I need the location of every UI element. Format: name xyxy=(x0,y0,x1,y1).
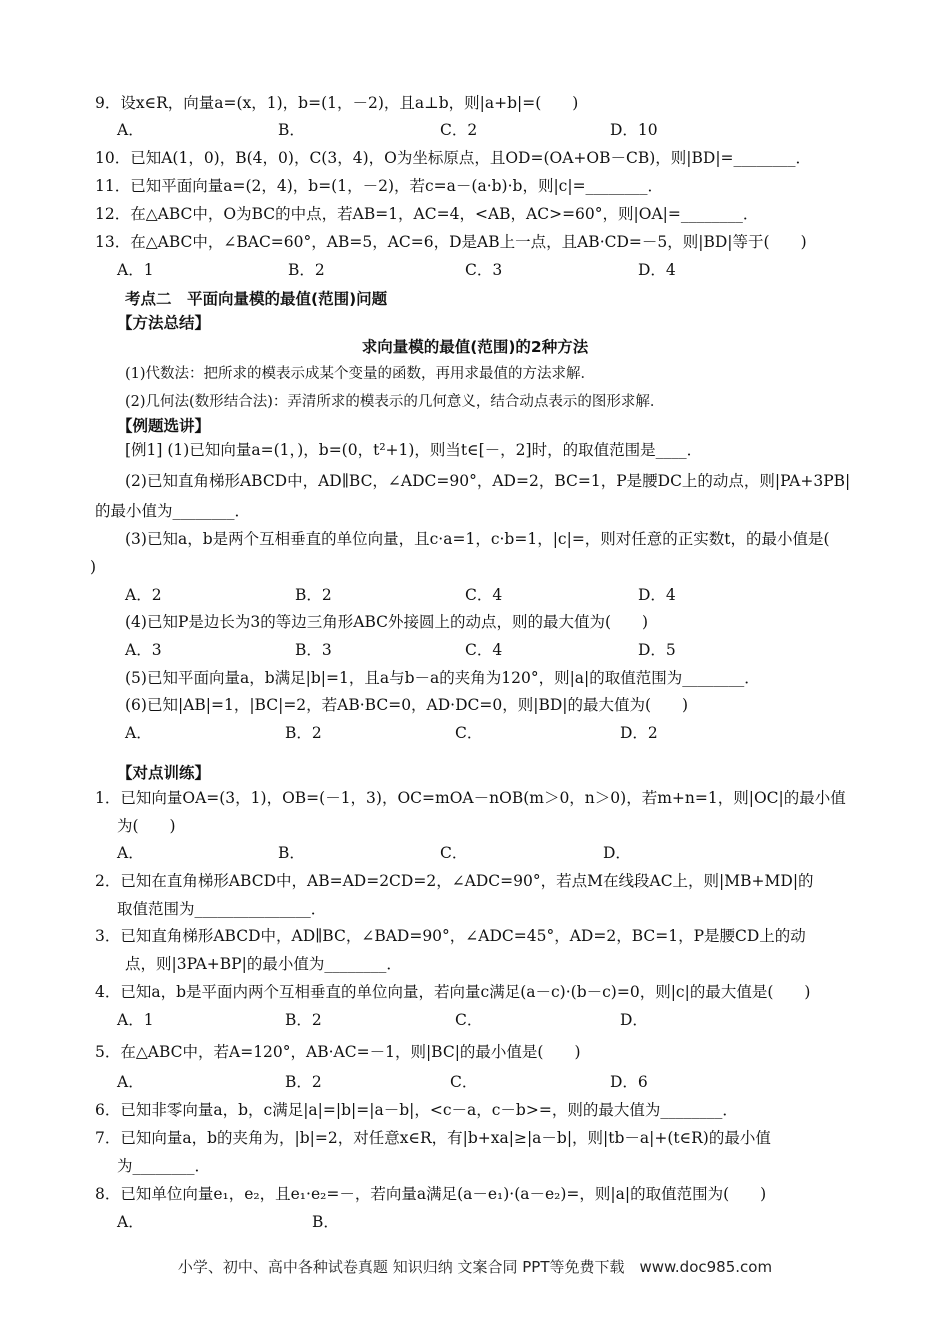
method-2: (2)几何法(数形结合法)：弄清所求的模表示的几何意义，结合动点表示的图形求解． xyxy=(125,394,665,410)
q9-option-d: D．10 xyxy=(610,121,658,139)
question-11: 11．已知平面向量a=(2，4)，b=(1，－2)，若c=a－(a·b)·b，则|c|=________． xyxy=(95,177,664,195)
ex3-option-b: B．2 xyxy=(295,586,332,604)
q9-option-b: B． xyxy=(278,121,305,139)
t8-option-a: A． xyxy=(117,1213,144,1231)
q13-option-a: A．1 xyxy=(117,261,154,279)
q9-option-a: A． xyxy=(117,121,144,139)
example-1-part-2-cont: 的最小值为________． xyxy=(95,502,251,520)
ex4-option-b: B．3 xyxy=(295,641,332,659)
training-2: 2．已知在直角梯形ABCD中，AB=AD=2CD=2，∠ADC=90°，若点M在线段AC上，则|MB+MD|的 xyxy=(95,872,814,890)
t5-option-c: C． xyxy=(450,1073,478,1091)
example-1-part-5: (5)已知平面向量a，b满足|b|=1，且a与b－a的夹角为120°，则|a|的取值范围为________． xyxy=(125,669,760,687)
training-1: 1．已知向量OA=(3，1)，OB=(－1，3)，OC=mOA－nOB(m＞0，n＞0)，若m+n=1，则|OC|的最小值 xyxy=(95,789,846,807)
t5-option-d: D．6 xyxy=(610,1073,648,1091)
t4-option-d: D． xyxy=(620,1011,648,1029)
ex3-option-a: A．2 xyxy=(125,586,162,604)
t5-option-a: A． xyxy=(117,1073,144,1091)
ex6-option-d: D．2 xyxy=(620,724,658,742)
ex6-option-b: B．2 xyxy=(285,724,322,742)
q13-option-b: B．2 xyxy=(288,261,325,279)
question-12: 12．在△ABC中，O为BC的中点，若AB=1，AC=4，<AB，AC>=60°，则|OA|=________． xyxy=(95,205,759,223)
question-10: 10．已知A(1，0)，B(4，0)，C(3，4)，O为坐标原点，且OD=(OA+OB－CB)，则|BD|=________． xyxy=(95,149,812,167)
training-3: 3．已知直角梯形ABCD中，AD∥BC，∠BAD=90°，∠ADC=45°，AD=2，BC=1，P是腰CD上的动 xyxy=(95,927,806,945)
training-7: 7．已知向量a，b的夹角为，|b|=2，对任意x∈R，有|b+xa|≥|a－b|，则|tb－a|+(t∈R)的最小值 xyxy=(95,1129,771,1147)
section-title: 考点二 平面向量模的最值(范围)问题 xyxy=(125,290,388,308)
ex6-option-a: A． xyxy=(125,724,152,742)
t1-option-d: D． xyxy=(603,844,631,862)
training-1-cont: 为( ) xyxy=(117,817,176,835)
question-9: 9．设x∈R，向量a=(x，1)，b=(1，－2)，且a⊥b，则|a+b|=( ) xyxy=(95,94,579,112)
training-label: 【对点训练】 xyxy=(117,764,211,782)
q13-option-d: D．4 xyxy=(638,261,676,279)
ex3-option-c: C．4 xyxy=(465,586,503,604)
ex4-option-d: D．5 xyxy=(638,641,676,659)
training-2-cont: 取值范围为_______________． xyxy=(117,900,327,918)
t4-option-a: A．1 xyxy=(117,1011,154,1029)
page-footer: 小学、初中、高中各种试卷真题 知识归纳 文案合同 PPT等免费下载 www.doc985.com xyxy=(177,1258,773,1276)
ex4-option-c: C．4 xyxy=(465,641,503,659)
t8-option-b: B． xyxy=(312,1213,339,1231)
question-13: 13．在△ABC中，∠BAC=60°，AB=5，AC=6，D是AB上一点，且AB·CD=－5，则|BD|等于( ) xyxy=(95,233,807,251)
q13-option-c: C．3 xyxy=(465,261,503,279)
ex3-option-d: D．4 xyxy=(638,586,676,604)
ex4-option-a: A．3 xyxy=(125,641,162,659)
example-1-part-4: (4)已知P是边长为3的等边三角形ABC外接圆上的动点，则的最大值为( ) xyxy=(125,613,649,631)
method-title: 求向量模的最值(范围)的2种方法 xyxy=(361,338,589,356)
t4-option-b: B．2 xyxy=(285,1011,322,1029)
t1-option-c: C． xyxy=(440,844,468,862)
t1-option-a: A． xyxy=(117,844,144,862)
training-4: 4．已知a，b是平面内两个互相垂直的单位向量，若向量c满足(a－c)·(b－c)=0，则|c|的最大值是( ) xyxy=(95,983,811,1001)
training-7-cont: 为________． xyxy=(117,1157,211,1175)
example-1-part-1: [例1] (1)已知向量a=(1，)，b=(0，t²+1)，则当t∈[－，2]时，的取值范围是____． xyxy=(125,441,703,459)
example-1-part-3: (3)已知a，b是两个互相垂直的单位向量，且c·a=1，c·b=1，|c|=，则对任意的正实数t，的最小值是( xyxy=(125,530,830,548)
q9-option-c: C．2 xyxy=(440,121,478,139)
training-6: 6．已知非零向量a，b，c满足|a|=|b|=|a－b|，<c－a，c－b>=，则的最大值为________． xyxy=(95,1101,738,1119)
method-summary-label: 【方法总结】 xyxy=(117,314,211,332)
t1-option-b: B． xyxy=(278,844,305,862)
example-label: 【例题选讲】 xyxy=(117,417,211,435)
t4-option-c: C． xyxy=(455,1011,483,1029)
example-1-part-2: (2)已知直角梯形ABCD中，AD∥BC，∠ADC=90°，AD=2，BC=1，P是腰DC上的动点，则|PA+3PB| xyxy=(125,472,851,490)
ex6-option-c: C． xyxy=(455,724,483,742)
t5-option-b: B．2 xyxy=(285,1073,322,1091)
training-5: 5．在△ABC中，若A=120°，AB·AC=－1，则|BC|的最小值是( ) xyxy=(95,1043,581,1061)
example-1-part-6: (6)已知|AB|=1，|BC|=2，若AB·BC=0，AD·DC=0，则|BD|的最大值为( ) xyxy=(125,696,689,714)
method-1: (1)代数法：把所求的模表示成某个变量的函数，再用求最值的方法求解． xyxy=(125,366,596,382)
training-3-cont: 点，则|3PA+BP|的最小值为________． xyxy=(125,955,402,973)
example-1-part-3-cont: ) xyxy=(90,558,97,576)
training-8: 8．已知单位向量e₁，e₂，且e₁·e₂=－，若向量a满足(a－e₁)·(a－e₂)=，则|a|的取值范围为( ) xyxy=(95,1185,767,1203)
